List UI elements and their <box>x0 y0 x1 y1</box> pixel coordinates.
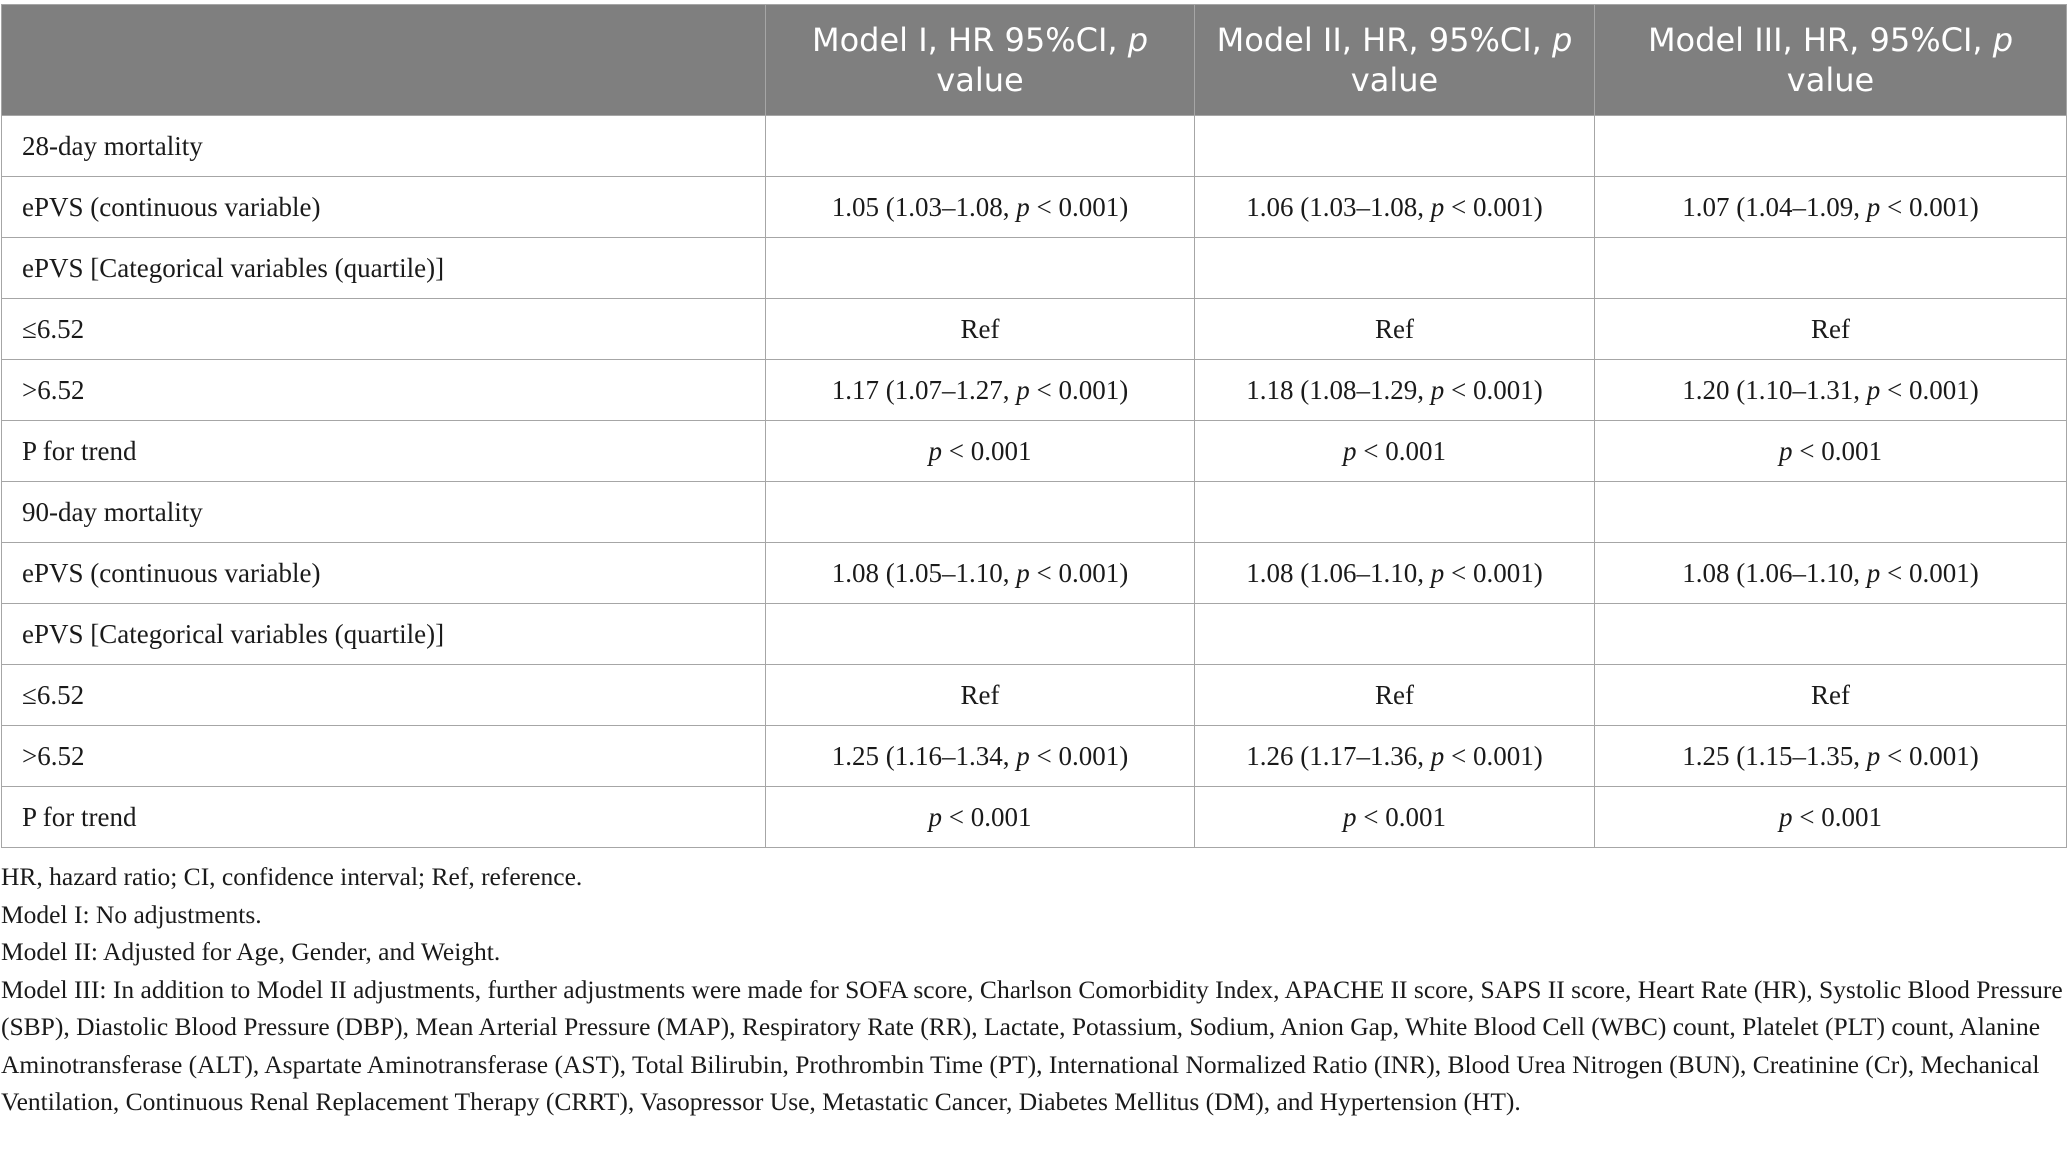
p-value-text: < 0.001) <box>1880 740 1979 771</box>
value-text: 1.18 (1.08–1.29, <box>1246 374 1431 405</box>
table-row <box>2 482 2067 543</box>
value-text: 1.17 (1.07–1.27, <box>831 374 1017 405</box>
model-3-value-cell <box>1595 299 2067 360</box>
model-1-value-cell <box>766 360 1195 421</box>
model-3-value-cell <box>1595 482 2067 543</box>
header-model-1-tail: value <box>936 61 1024 99</box>
table-body <box>2 116 2067 848</box>
p-value-text: < 0.001) <box>1880 557 1979 588</box>
footnote-model-2: Model II: Adjusted for Age, Gender, and Weight. <box>1 937 501 966</box>
row-label: ePVS [Categorical variables (quartile)] <box>2 604 766 665</box>
model-3-value-cell <box>1595 177 2067 238</box>
p-value-text: < 0.001 <box>1792 435 1882 466</box>
table-header <box>2 5 2067 116</box>
model-1-value-cell <box>766 482 1195 543</box>
p-symbol: p <box>1343 801 1357 832</box>
model-1-value-cell <box>766 299 1195 360</box>
value-text: 1.08 (1.05–1.10, <box>831 557 1017 588</box>
table-row <box>2 787 2067 848</box>
value-text: 1.25 (1.16–1.34, <box>831 740 1017 771</box>
value-text: 1.05 (1.03–1.08, <box>831 191 1017 222</box>
p-value-text: < 0.001) <box>1444 740 1543 771</box>
model-1-value-cell <box>766 726 1195 787</box>
p-symbol: p <box>1016 374 1030 405</box>
header-model-2-p: p <box>1552 21 1573 59</box>
model-1-value-cell <box>766 421 1195 482</box>
p-symbol: p <box>1866 740 1881 771</box>
value-text: Ref <box>1811 313 1850 344</box>
p-value-text: < 0.001) <box>1029 374 1129 405</box>
footnote-model-1: Model I: No adjustments. <box>1 899 262 929</box>
p-symbol: p <box>1430 557 1445 588</box>
model-1-value-cell <box>766 116 1195 177</box>
model-1-value-cell <box>766 604 1195 665</box>
hazard-ratio-table-figure <box>0 4 2067 1121</box>
value-text: Ref <box>960 313 1000 344</box>
header-empty-cell <box>2 5 766 116</box>
table-footnotes <box>0 858 2063 1121</box>
model-2-value-cell <box>1195 482 1595 543</box>
table-row <box>2 116 2067 177</box>
row-label: ePVS (continuous variable) <box>2 543 766 604</box>
p-symbol: p <box>1866 557 1881 588</box>
header-row <box>2 5 2067 116</box>
p-value-text: < 0.001) <box>1444 191 1543 222</box>
model-3-value-cell <box>1595 543 2067 604</box>
p-value-text: < 0.001) <box>1880 374 1979 405</box>
row-label: 90-day mortality <box>2 482 766 543</box>
value-text: Ref <box>960 679 1000 710</box>
p-value-text: < 0.001) <box>1029 557 1129 588</box>
row-label: ≤6.52 <box>2 665 766 726</box>
p-value-text: < 0.001) <box>1029 740 1129 771</box>
value-text: Ref <box>1811 679 1850 710</box>
row-label: 28-day mortality <box>2 116 766 177</box>
row-label: ePVS (continuous variable) <box>2 177 766 238</box>
header-model-2 <box>1195 5 1595 116</box>
p-value-text: < 0.001) <box>1029 191 1129 222</box>
p-symbol: p <box>928 435 942 466</box>
model-3-value-cell <box>1595 665 2067 726</box>
model-2-value-cell <box>1195 421 1595 482</box>
p-symbol: p <box>1016 557 1030 588</box>
model-3-value-cell <box>1595 421 2067 482</box>
p-symbol: p <box>1866 191 1881 222</box>
model-2-value-cell <box>1195 665 1595 726</box>
table-row <box>2 299 2067 360</box>
header-model-2-text: Model II, HR, 95%CI, <box>1216 21 1553 59</box>
row-label: P for trend <box>2 421 766 482</box>
model-2-value-cell <box>1195 299 1595 360</box>
model-3-value-cell <box>1595 238 2067 299</box>
table-row <box>2 726 2067 787</box>
model-1-value-cell <box>766 177 1195 238</box>
p-symbol: p <box>1343 435 1357 466</box>
model-2-value-cell <box>1195 787 1595 848</box>
footnote-model-3: Model III: In addition to Model II adjustments, further adjustments were made for SOFA score, Charlson Comorbidity Index, APACHE II score, SAPS II score, Heart Rate (HR), Systolic Blood Pressure (SBP), Diastolic Blood Pressure (DBP), Mean Arterial Pressure (MAP), Respiratory Rate (RR), Lactate, Potassium, Sodium, Anion Gap, White Blood Cell (WBC) count, Platelet (PLT) count, Alanine Aminotransferase (ALT), Aspartate Aminotransferase (AST), Total Bilirubin, Prothrombin Time (PT), International Normalized Ratio (INR), Blood Urea Nitrogen (BUN), Creatinine (Cr), Mechanical Ventilation, Continuous Renal Replacement Therapy (CRRT), Vasopressor Use, Metastatic Cancer, Diabetes Mellitus (DM), and Hypertension (HT). <box>1 974 2063 1116</box>
model-3-value-cell <box>1595 726 2067 787</box>
value-text: 1.08 (1.06–1.10, <box>1246 557 1431 588</box>
p-symbol: p <box>1779 801 1793 832</box>
value-text: 1.08 (1.06–1.10, <box>1682 557 1867 588</box>
p-value-text: < 0.001 <box>1356 801 1446 832</box>
value-text: Ref <box>1375 679 1414 710</box>
p-value-text: < 0.001) <box>1444 557 1543 588</box>
p-symbol: p <box>1866 374 1881 405</box>
row-label: P for trend <box>2 787 766 848</box>
model-2-value-cell <box>1195 726 1595 787</box>
p-value-text: < 0.001) <box>1880 191 1979 222</box>
model-2-value-cell <box>1195 543 1595 604</box>
header-model-3-tail: value <box>1786 61 1875 99</box>
model-1-value-cell <box>766 665 1195 726</box>
value-text: Ref <box>1375 313 1414 344</box>
value-text: 1.26 (1.17–1.36, <box>1246 740 1431 771</box>
row-label: >6.52 <box>2 726 766 787</box>
p-symbol: p <box>1430 740 1445 771</box>
row-label: ≤6.52 <box>2 299 766 360</box>
model-2-value-cell <box>1195 360 1595 421</box>
header-model-1-text: Model I, HR 95%CI, <box>811 21 1128 59</box>
header-model-3-p: p <box>1992 21 2014 59</box>
header-model-3-text: Model III, HR, 95%CI, <box>1647 21 1993 59</box>
model-3-value-cell <box>1595 604 2067 665</box>
p-symbol: p <box>1779 435 1793 466</box>
p-symbol: p <box>1016 191 1030 222</box>
value-text: 1.20 (1.10–1.31, <box>1682 374 1867 405</box>
table-row <box>2 543 2067 604</box>
model-1-value-cell <box>766 543 1195 604</box>
model-2-value-cell <box>1195 177 1595 238</box>
model-3-value-cell <box>1595 787 2067 848</box>
table-row <box>2 604 2067 665</box>
p-value-text: < 0.001) <box>1444 374 1543 405</box>
value-text: 1.07 (1.04–1.09, <box>1682 191 1867 222</box>
row-label: >6.52 <box>2 360 766 421</box>
row-label: ePVS [Categorical variables (quartile)] <box>2 238 766 299</box>
model-1-value-cell <box>766 238 1195 299</box>
header-model-1-p: p <box>1127 21 1149 59</box>
p-value-text: < 0.001 <box>1356 435 1446 466</box>
model-2-value-cell <box>1195 116 1595 177</box>
p-symbol: p <box>1016 740 1030 771</box>
value-text: 1.25 (1.15–1.35, <box>1682 740 1867 771</box>
p-value-text: < 0.001 <box>942 435 1032 466</box>
model-3-value-cell <box>1595 116 2067 177</box>
model-2-value-cell <box>1195 604 1595 665</box>
model-1-value-cell <box>766 787 1195 848</box>
p-value-text: < 0.001 <box>1792 801 1882 832</box>
p-symbol: p <box>928 801 942 832</box>
hazard-ratio-table <box>1 4 2067 848</box>
value-text: 1.06 (1.03–1.08, <box>1246 191 1431 222</box>
table-row <box>2 421 2067 482</box>
p-symbol: p <box>1430 191 1445 222</box>
footnote-abbreviations: HR, hazard ratio; CI, confidence interval; Ref, reference. <box>1 862 583 891</box>
p-value-text: < 0.001 <box>942 801 1032 832</box>
header-model-3 <box>1595 5 2067 116</box>
table-row <box>2 360 2067 421</box>
model-3-value-cell <box>1595 360 2067 421</box>
table-row <box>2 665 2067 726</box>
table-row <box>2 238 2067 299</box>
header-model-1 <box>766 5 1195 116</box>
header-model-2-tail: value <box>1350 61 1439 99</box>
table-row <box>2 177 2067 238</box>
p-symbol: p <box>1430 374 1445 405</box>
model-2-value-cell <box>1195 238 1595 299</box>
